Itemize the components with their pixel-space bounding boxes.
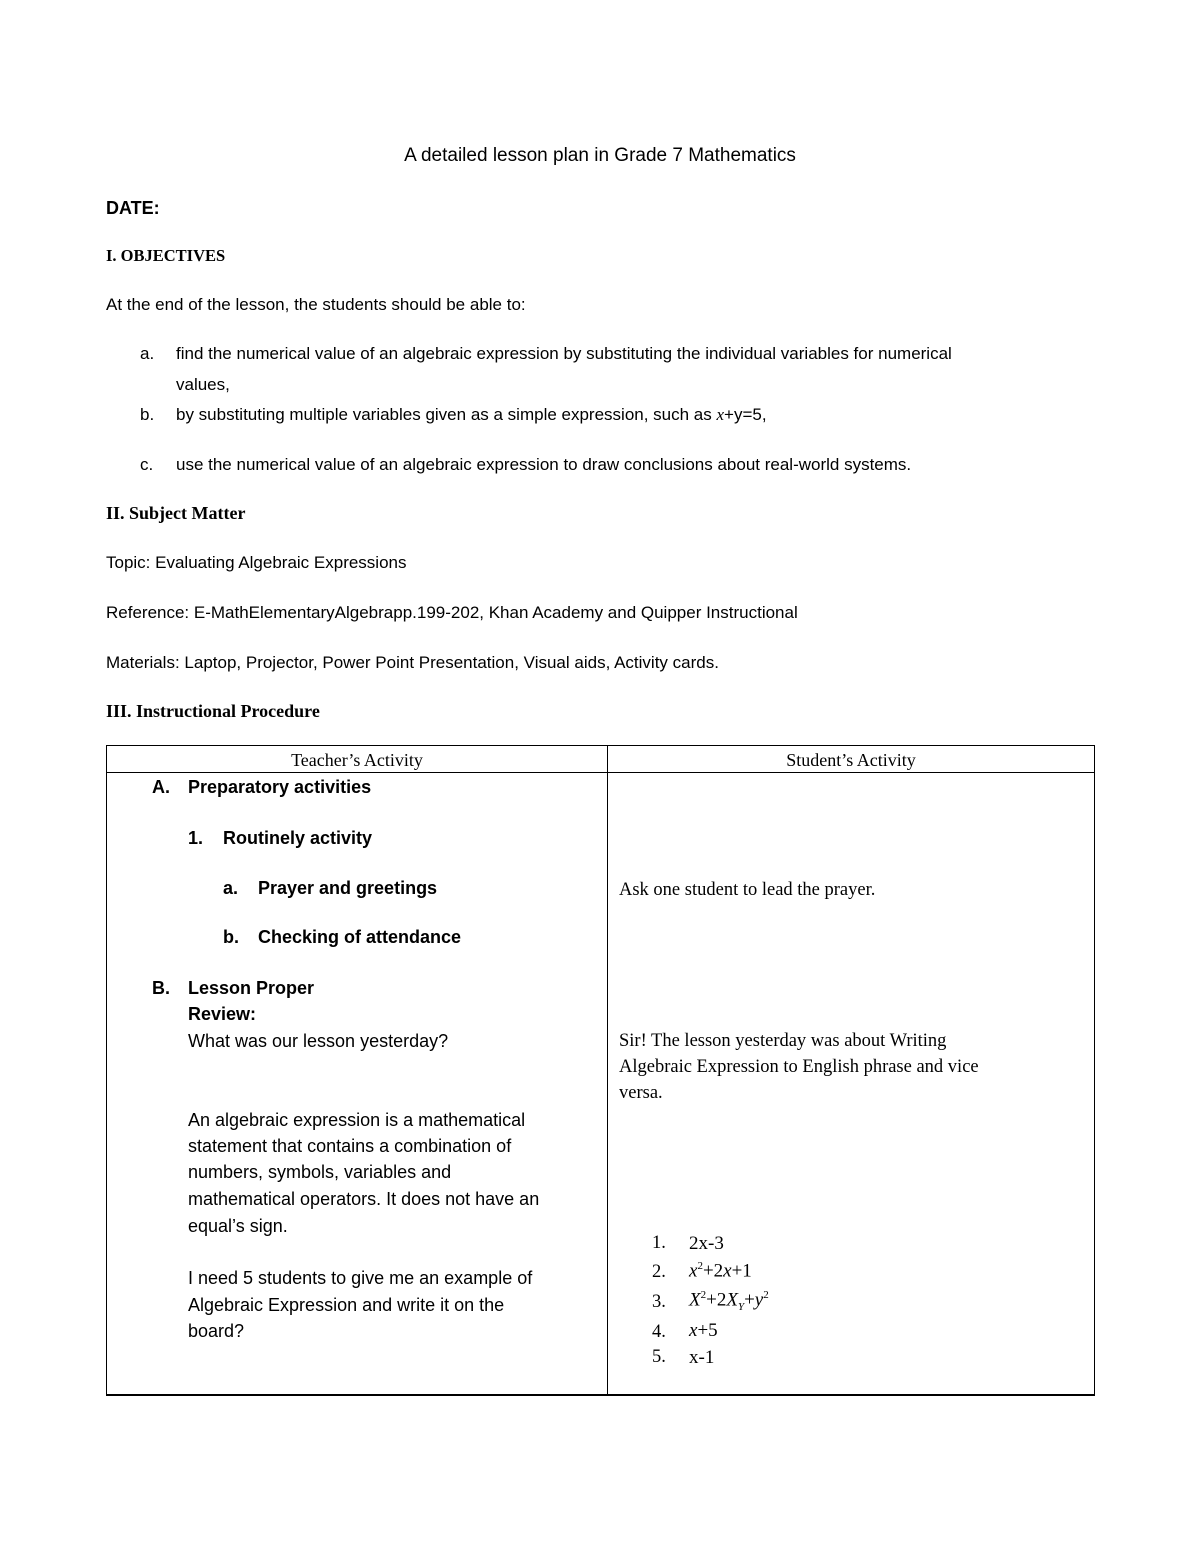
table-bottom-border — [106, 1394, 1095, 1396]
objective-b-letter: b. — [140, 405, 155, 424]
example-3-exponent2: 2 — [763, 1289, 769, 1301]
example-4-rest: +5 — [697, 1320, 718, 1341]
example-5-number: 5. — [652, 1347, 666, 1367]
example-3-plus-coef: +2 — [706, 1289, 727, 1311]
table-header-divider — [106, 772, 1095, 773]
objective-c-text: use the numerical value of an algebraic expression to draw conclusions about real-world systems. — [176, 455, 912, 474]
student-prayer: Ask one student to lead the prayer. — [619, 880, 876, 900]
subject-materials: Materials: Laptop, Projector, Power Point Presentation, Visual aids, Activity cards. — [106, 653, 719, 672]
example-5-expression: x-1 — [689, 1347, 715, 1368]
table-middle-border — [607, 745, 608, 1395]
subject-reference: Reference: E-MathElementaryAlgebrapp.199-202, Khan Academy and Quipper Instructional — [106, 603, 798, 622]
request-line-1: I need 5 students to give me an example of — [188, 1268, 533, 1288]
objectives-heading: I. OBJECTIVES — [106, 246, 226, 265]
item-attendance-letter: b. — [223, 927, 239, 947]
example-1-expression: 2x-3 — [689, 1233, 724, 1254]
definition-line-3: numbers, symbols, variables and — [188, 1162, 452, 1182]
definition-line-2: statement that contains a combination of — [188, 1136, 512, 1156]
definition-line-5: equal’s sign. — [188, 1216, 288, 1236]
item-b-label: Lesson Proper — [188, 978, 315, 998]
column-header-teacher: Teacher’s Activity — [291, 750, 423, 770]
example-3-exponent: 2 — [700, 1289, 707, 1301]
student-answer-line-2: Algebraic Expression to English phrase and vice — [619, 1057, 979, 1077]
table-top-border — [106, 745, 1095, 746]
student-answer-line-1: Sir! The lesson yesterday was about Writing — [619, 1031, 947, 1051]
example-3-plus: + — [744, 1289, 755, 1311]
example-2-exponent: 2 — [697, 1260, 703, 1272]
example-2-plus-coef: +2 — [702, 1260, 724, 1282]
request-line-3: board? — [188, 1321, 245, 1341]
example-2-expression — [689, 1260, 752, 1282]
example-2-var2: x — [723, 1260, 732, 1282]
example-3-var: X — [689, 1289, 701, 1311]
objective-a-line2: values, — [176, 375, 230, 394]
example-4-number: 4. — [652, 1322, 666, 1342]
date-label: DATE: — [106, 198, 160, 218]
objective-a-line1: find the numerical value of an algebraic expression by substituting the individual variables for numerical — [176, 344, 952, 363]
objective-b-text — [176, 405, 767, 425]
objective-a-letter: a. — [140, 344, 155, 363]
table-right-border — [1094, 745, 1095, 1395]
example-4-expression — [689, 1320, 718, 1342]
item-b-letter: B. — [152, 978, 170, 998]
subject-matter-heading: II. Subject Matter — [106, 503, 246, 523]
example-3-var3: y — [754, 1289, 764, 1311]
example-3-var2: X — [726, 1289, 738, 1311]
example-2-var: x — [689, 1260, 698, 1282]
document-title: A detailed lesson plan in Grade 7 Mathematics — [404, 145, 796, 166]
example-2-const: +1 — [731, 1260, 752, 1282]
request-line-2: Algebraic Expression and write it on the — [188, 1295, 505, 1315]
student-answer-line-3: versa. — [619, 1083, 663, 1103]
objective-b-prefix: by substituting multiple variables given as a simple expression, such as — [176, 405, 717, 424]
objective-b-expr-x: x — [716, 405, 725, 424]
example-3-number: 3. — [652, 1292, 666, 1312]
definition-line-1: An algebraic expression is a mathematical — [188, 1110, 526, 1130]
procedure-heading: III. Instructional Procedure — [106, 701, 320, 721]
objectives-intro: At the end of the lesson, the students should be able to: — [106, 295, 526, 314]
objective-b-expr-rest: +y=5, — [724, 405, 767, 424]
item-prayer-label: Prayer and greetings — [258, 878, 438, 898]
definition-line-4: mathematical operators. It does not have an — [188, 1189, 540, 1209]
example-4-var: x — [689, 1320, 698, 1341]
item-a-letter: A. — [152, 777, 170, 797]
item-attendance-label: Checking of attendance — [258, 927, 462, 947]
example-1-number: 1. — [652, 1233, 666, 1253]
subject-topic: Topic: Evaluating Algebraic Expressions — [106, 553, 407, 572]
example-2-number: 2. — [652, 1262, 666, 1282]
item-a-label: Preparatory activities — [188, 777, 372, 797]
column-header-student: Student’s Activity — [786, 750, 916, 770]
item-1-number: 1. — [188, 828, 204, 848]
table-left-border — [106, 745, 107, 1395]
example-3-expression — [689, 1289, 769, 1313]
objective-c-letter: c. — [140, 455, 154, 474]
review-question: What was our lesson yesterday? — [188, 1031, 449, 1051]
example-3-subscript: Y — [737, 1301, 745, 1314]
item-prayer-letter: a. — [223, 878, 239, 898]
item-1-label: Routinely activity — [223, 828, 373, 848]
review-label: Review: — [188, 1004, 257, 1024]
